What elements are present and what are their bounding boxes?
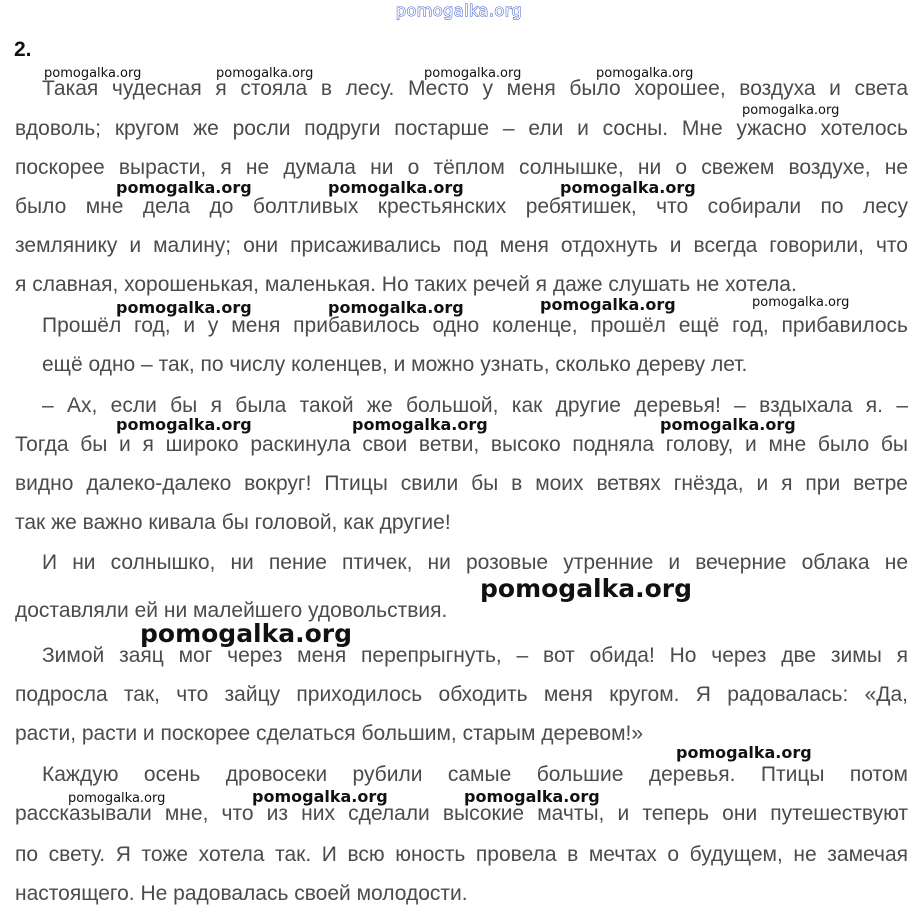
watermark: pomogalka.org: [424, 66, 522, 81]
text-line: Прошёл год, и у меня прибавилось одно коленце, прошёл ещё год, прибавилось: [42, 314, 908, 337]
watermark: pomogalka.org: [742, 103, 840, 118]
watermark: pomogalka.org: [660, 415, 796, 434]
watermark: pomogalka.org: [252, 787, 388, 806]
text-line: так же важно кивала бы головой, как другие!: [15, 511, 451, 534]
watermark: pomogalka.org: [752, 295, 850, 310]
text-line: подросла так, что зайцу приходилось обходить меня кругом. Я радовалась: «Да,: [15, 683, 908, 706]
text-line: настоящего. Не радовалась своей молодости.: [15, 882, 468, 905]
watermark: pomogalka.org: [464, 787, 600, 806]
text-line: я славная, хорошенькая, маленькая. Но таких речей я даже слушать не хотела.: [15, 273, 797, 296]
text-line: – Ах, если бы я была такой же большой, как другие деревья! – вздыхала я. –: [42, 394, 908, 417]
watermark: pomogalka.org: [596, 66, 694, 81]
watermark: pomogalka.org: [328, 178, 464, 197]
text-line: Каждую осень дровосеки рубили самые большие деревья. Птицы потом: [42, 763, 908, 786]
task-number: 2.: [14, 38, 32, 61]
watermark: pomogalka.org: [676, 743, 812, 762]
watermark: pomogalka.org: [116, 415, 252, 434]
watermark: pomogalka.org: [68, 791, 166, 806]
watermark: pomogalka.org: [540, 295, 676, 314]
watermark: pomogalka.org: [480, 574, 693, 603]
text-line: рассказывали мне, что из них сделали высокие мачты, и теперь они путешествуют: [15, 802, 908, 825]
watermark: pomogalka.org: [560, 178, 696, 197]
watermark: pomogalka.org: [116, 298, 252, 317]
text-line: вдоволь; кругом же росли подруги постарше – ели и сосны. Мне ужасно хотелось: [15, 117, 908, 140]
text-line: ещё одно – так, по числу коленцев, и можно узнать, сколько дереву лет.: [42, 353, 748, 376]
text-line: доставляли ей ни малейшего удовольствия.: [15, 599, 448, 622]
text-line: поскорее вырасти, я не думала ни о тёплом солнышке, ни о свежем воздухе, не: [15, 156, 908, 179]
text-line: Зимой заяц мог через меня перепрыгнуть, – вот обида! Но через две зимы я: [42, 644, 908, 667]
watermark: pomogalka.org: [140, 619, 353, 648]
text-line: было мне дела до болтливых крестьянских ребятишек, что собирали по лесу: [15, 195, 908, 218]
text-line: И ни солнышко, ни пение птичек, ни розовые утренние и вечерние облака не: [42, 551, 908, 574]
text-line: по свету. Я тоже хотела так. И всю юность провела в мечтах о будущем, не замечая: [15, 843, 908, 866]
watermark: pomogalka.org: [352, 415, 488, 434]
text-line: Тогда бы и я широко раскинула свои ветви, высоко подняла голову, и мне было бы: [15, 433, 908, 456]
text-line: Такая чудесная я стояла в лесу. Место у меня было хорошее, воздуха и света: [42, 77, 908, 100]
text-line: расти, расти и поскорее сделаться большим, старым деревом!»: [15, 722, 644, 745]
watermark: pomogalka.org: [328, 298, 464, 317]
text-line: землянику и малину; они присаживались под меня отдохнуть и всегда говорили, что: [15, 234, 908, 257]
site-header-watermark: pomogalka.org: [395, 1, 523, 20]
watermark: pomogalka.org: [44, 66, 142, 81]
watermark: pomogalka.org: [216, 66, 314, 81]
text-line: видно далеко-далеко вокруг! Птицы свили бы в моих ветвях гнёзда, и я при ветре: [15, 472, 908, 495]
watermark: pomogalka.org: [116, 178, 252, 197]
